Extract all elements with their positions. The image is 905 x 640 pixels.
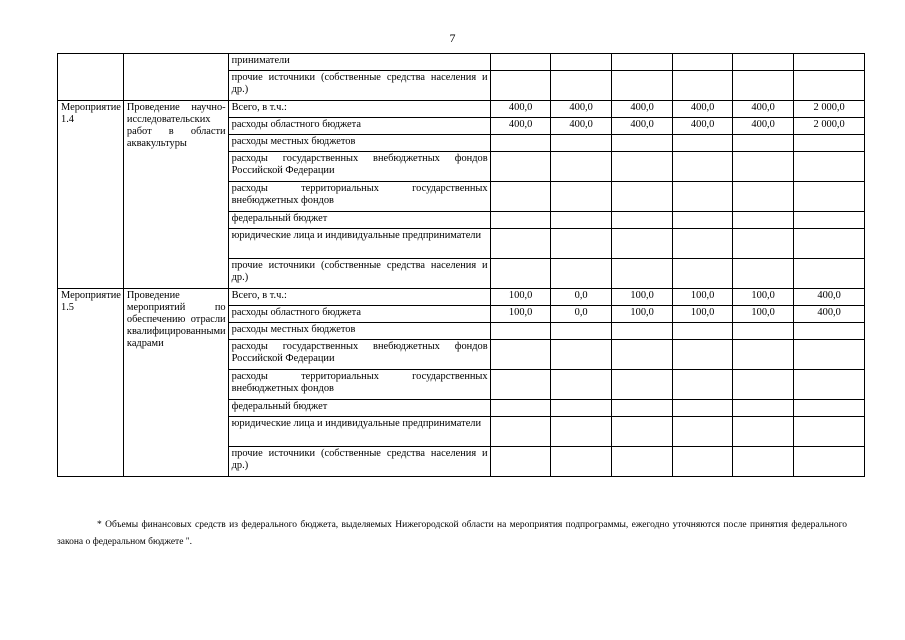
- value-cell: [732, 417, 793, 447]
- value-cell: [490, 259, 550, 289]
- funding-source-cell: прочие источники (собственные средства населения и др.): [228, 71, 490, 101]
- value-cell: [793, 152, 864, 182]
- value-cell: [793, 417, 864, 447]
- value-cell: [793, 212, 864, 229]
- value-cell: [490, 447, 550, 477]
- value-cell: [672, 135, 732, 152]
- value-cell: 100,0: [672, 289, 732, 306]
- footnote: * Объемы финансовых средств из федерального бюджета, выделяемых Нижегородской области на мероприятия подпрограммы, ежегодно уточняются после принятия федерального закона о федеральном бюджете ".: [57, 520, 847, 547]
- value-cell: [550, 417, 611, 447]
- event-code-cell: Мероприятие 1.4: [58, 101, 124, 289]
- value-cell: 0,0: [550, 289, 611, 306]
- value-cell: [672, 370, 732, 400]
- value-cell: [732, 212, 793, 229]
- value-cell: 400,0: [672, 101, 732, 118]
- funding-source-cell: расходы областного бюджета: [228, 306, 490, 323]
- funding-source-cell: расходы местных бюджетов: [228, 323, 490, 340]
- value-cell: [550, 152, 611, 182]
- event-name-cell: Проведение научно-исследовательских работ в области аквакультуры: [123, 101, 228, 289]
- value-cell: [732, 400, 793, 417]
- value-cell: [490, 182, 550, 212]
- value-cell: 2 000,0: [793, 101, 864, 118]
- value-cell: [490, 370, 550, 400]
- value-cell: [490, 400, 550, 417]
- value-cell: 100,0: [490, 289, 550, 306]
- value-cell: [672, 259, 732, 289]
- value-cell: [732, 340, 793, 370]
- value-cell: [793, 370, 864, 400]
- value-cell: [611, 135, 672, 152]
- value-cell: 100,0: [490, 306, 550, 323]
- funding-source-cell: прочие источники (собственные средства населения и др.): [228, 447, 490, 477]
- value-cell: [611, 370, 672, 400]
- value-cell: 400,0: [793, 306, 864, 323]
- value-cell: [793, 182, 864, 212]
- value-cell: [732, 259, 793, 289]
- page-number: 7: [449, 31, 456, 45]
- funding-source-cell: федеральный бюджет: [228, 212, 490, 229]
- value-cell: [793, 400, 864, 417]
- value-cell: [490, 135, 550, 152]
- value-cell: [490, 229, 550, 259]
- value-cell: [611, 340, 672, 370]
- value-cell: [550, 340, 611, 370]
- value-cell: [550, 400, 611, 417]
- value-cell: [793, 229, 864, 259]
- value-cell: 400,0: [793, 289, 864, 306]
- value-cell: [672, 417, 732, 447]
- value-cell: [732, 229, 793, 259]
- value-cell: 400,0: [611, 118, 672, 135]
- value-cell: [611, 212, 672, 229]
- value-cell: [732, 54, 793, 71]
- value-cell: 400,0: [732, 118, 793, 135]
- value-cell: [490, 212, 550, 229]
- value-cell: [793, 259, 864, 289]
- value-cell: [611, 71, 672, 101]
- value-cell: [793, 447, 864, 477]
- value-cell: 400,0: [672, 118, 732, 135]
- value-cell: [732, 447, 793, 477]
- value-cell: [611, 323, 672, 340]
- value-cell: 400,0: [490, 101, 550, 118]
- value-cell: 2 000,0: [793, 118, 864, 135]
- value-cell: [611, 417, 672, 447]
- value-cell: [672, 400, 732, 417]
- budget-table: [57, 53, 865, 477]
- value-cell: [672, 152, 732, 182]
- value-cell: [611, 152, 672, 182]
- table-row: [58, 101, 865, 118]
- value-cell: [793, 54, 864, 71]
- table-body: [58, 54, 865, 477]
- value-cell: 400,0: [490, 118, 550, 135]
- value-cell: [672, 323, 732, 340]
- value-cell: [611, 400, 672, 417]
- value-cell: [490, 71, 550, 101]
- value-cell: [550, 323, 611, 340]
- value-cell: [490, 54, 550, 71]
- value-cell: [732, 71, 793, 101]
- value-cell: [611, 229, 672, 259]
- funding-source-cell: расходы местных бюджетов: [228, 135, 490, 152]
- value-cell: [611, 182, 672, 212]
- funding-source-cell: прочие источники (собственные средства населения и др.): [228, 259, 490, 289]
- event-name-cell: [123, 54, 228, 101]
- value-cell: [732, 370, 793, 400]
- value-cell: [732, 182, 793, 212]
- event-code-cell: Мероприятие 1.5: [58, 289, 124, 477]
- value-cell: 100,0: [732, 289, 793, 306]
- value-cell: 0,0: [550, 306, 611, 323]
- value-cell: [490, 417, 550, 447]
- funding-source-cell: федеральный бюджет: [228, 400, 490, 417]
- value-cell: [732, 135, 793, 152]
- value-cell: [550, 182, 611, 212]
- value-cell: 100,0: [611, 306, 672, 323]
- value-cell: [550, 229, 611, 259]
- funding-source-cell: расходы областного бюджета: [228, 118, 490, 135]
- value-cell: [550, 259, 611, 289]
- value-cell: 400,0: [732, 101, 793, 118]
- value-cell: 400,0: [611, 101, 672, 118]
- value-cell: [550, 447, 611, 477]
- funding-source-cell: Всего, в т.ч.:: [228, 289, 490, 306]
- value-cell: [611, 447, 672, 477]
- value-cell: [793, 323, 864, 340]
- value-cell: [550, 135, 611, 152]
- value-cell: 100,0: [672, 306, 732, 323]
- value-cell: [672, 54, 732, 71]
- funding-source-cell: расходы территориальных государственных внебюджетных фондов: [228, 182, 490, 212]
- table-row: [58, 289, 865, 306]
- value-cell: [550, 212, 611, 229]
- value-cell: 400,0: [550, 118, 611, 135]
- value-cell: 400,0: [550, 101, 611, 118]
- event-name-cell: Проведение мероприятий по обеспечению отрасли квалифицированными кадрами: [123, 289, 228, 477]
- event-code-cell: [58, 54, 124, 101]
- value-cell: [490, 152, 550, 182]
- value-cell: [732, 323, 793, 340]
- value-cell: [550, 71, 611, 101]
- funding-source-cell: приниматели: [228, 54, 490, 71]
- value-cell: [672, 340, 732, 370]
- value-cell: [550, 370, 611, 400]
- value-cell: [672, 182, 732, 212]
- funding-source-cell: юридические лица и индивидуальные предприниматели: [228, 229, 490, 259]
- funding-source-cell: Всего, в т.ч.:: [228, 101, 490, 118]
- value-cell: [611, 259, 672, 289]
- value-cell: 100,0: [732, 306, 793, 323]
- value-cell: [793, 135, 864, 152]
- value-cell: [672, 212, 732, 229]
- value-cell: [550, 54, 611, 71]
- value-cell: [732, 152, 793, 182]
- value-cell: [672, 71, 732, 101]
- value-cell: [793, 340, 864, 370]
- funding-source-cell: расходы территориальных государственных внебюджетных фондов: [228, 370, 490, 400]
- funding-source-cell: юридические лица и индивидуальные предприниматели: [228, 417, 490, 447]
- table-row: [58, 54, 865, 71]
- value-cell: [490, 340, 550, 370]
- funding-source-cell: расходы государственных внебюджетных фондов Российской Федерации: [228, 340, 490, 370]
- value-cell: [672, 229, 732, 259]
- value-cell: [490, 323, 550, 340]
- funding-source-cell: расходы государственных внебюджетных фондов Российской Федерации: [228, 152, 490, 182]
- value-cell: [611, 54, 672, 71]
- value-cell: [672, 447, 732, 477]
- value-cell: 100,0: [611, 289, 672, 306]
- value-cell: [793, 71, 864, 101]
